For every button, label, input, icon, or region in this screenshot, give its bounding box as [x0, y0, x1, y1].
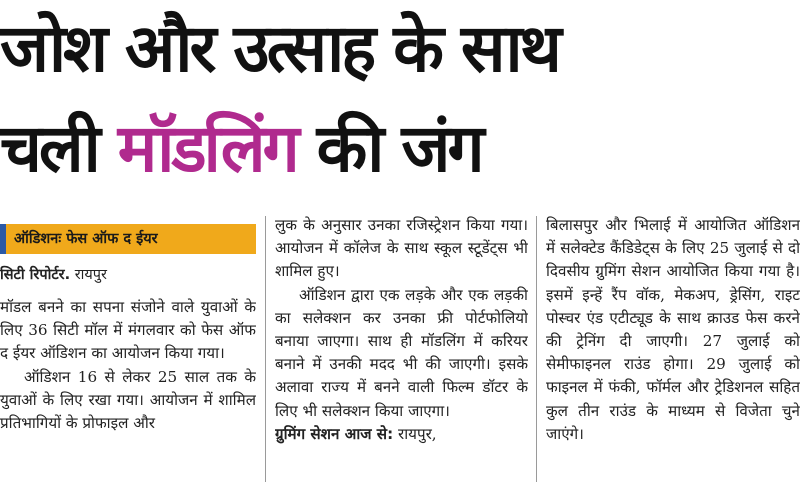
- headline-line-1: जोश और उत्साह के साथ: [0, 10, 559, 87]
- article-column-2: [275, 214, 528, 482]
- column-2-paragraph-2: ऑडिशन द्वारा एक लड़के और एक लड़की का सलेक्शन कर उनका फ्री पोर्टफोलियो बनाया जाएगा। साथ ही मॉडलिंग में करियर बनाने में उनकी मदद भी की जाएगी। इसके अलावा राज्य में बनने वाली फिल्म डॉटर के लिए भी सलेक्शन किया जाएगा।: [275, 285, 528, 420]
- article-column-1: [0, 214, 256, 482]
- headline-line-2: [0, 110, 800, 187]
- byline-reporter: सिटी रिपोर्टर.: [0, 267, 71, 283]
- column-2-paragraph-3: [275, 423, 528, 446]
- column-1-paragraph-1: मॉडल बनने का सपना संजोने वाले युवाओं के लिए 36 सिटी मॉल में मंगलवार को फेस ऑफ द ईयर ऑडिशन का आयोजन किया गया।: [0, 298, 256, 363]
- column-divider-1: [265, 216, 266, 482]
- column-2-paragraph-1: लुक के अनुसार उनका रजिस्ट्रेशन किया गया। आयोजन में कॉलेज के साथ स्कूल स्टूडेंट्स भी शामिल हुए।: [275, 216, 528, 281]
- column-3-paragraph-1: बिलासपुर और भिलाई में आयोजित ऑडिशन में सलेक्टेड कैंडिडेट्स के लिए 25 जुलाई से दो दिवसीय ग्रुमिंग सेशन आयोजित किया गया है। इसमें इन्हें रैंप वॉक, मेकअप, ड्रेसिंग, राइट पोस्चर एंड एटीट्यूड के साथ क्राउड फेस करने की ट्रेनिंग दी जाएगी। 27 जुलाई को सेमीफाइनल राउंड होगा। 29 जुलाई को फाइनल में फंकी, फॉर्मल और ट्रेडिशनल सहित कुल तीन राउंड के माध्यम से विजेता चुने जाएंगे।: [546, 216, 800, 443]
- headline-line-2-start: चली: [0, 110, 118, 187]
- subheading-grooming-session: ग्रुमिंग सेशन आज से:: [275, 424, 394, 443]
- column-divider-2: [536, 216, 537, 482]
- headline-highlight-word: मॉडलिंग: [117, 110, 297, 187]
- headline-line-2-end: की जंग: [296, 110, 482, 187]
- column-1-paragraph-2: ऑडिशन 16 से लेकर 25 साल तक के युवाओं के लिए रखा गया। आयोजन में शामिल प्रतिभागियों के प्रोफाइल और: [0, 367, 256, 433]
- section-tag: ऑडिशनः फेस ऑफ द ईयर: [0, 224, 256, 254]
- column-2-paragraph-3-text: रायपुर,: [393, 424, 437, 443]
- article-column-3: [546, 214, 800, 482]
- byline: [0, 264, 256, 286]
- byline-place: रायपुर: [70, 267, 107, 283]
